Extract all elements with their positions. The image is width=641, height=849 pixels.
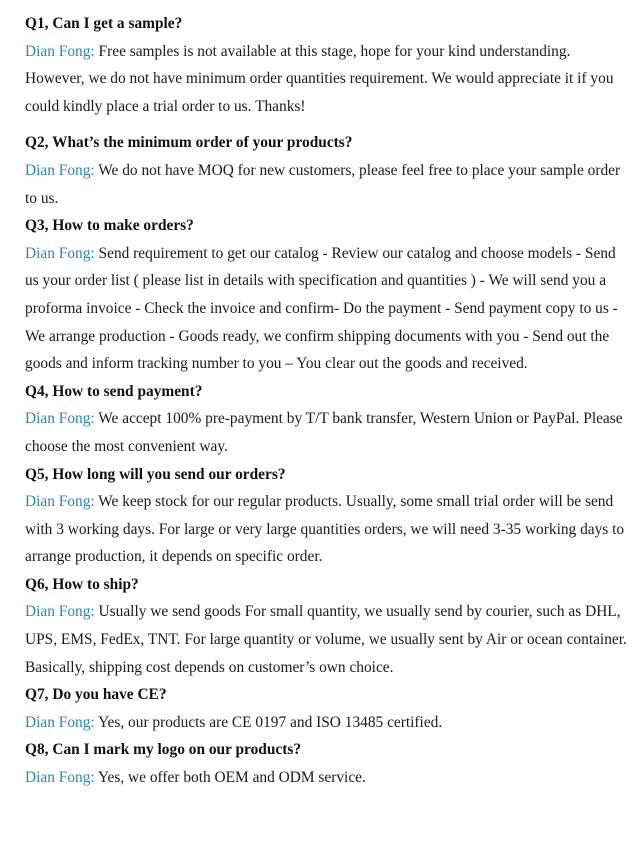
speaker-label: Dian Fong: [25, 603, 95, 621]
answer-text-q8: Yes, we offer both OEM and ODM service. [97, 769, 366, 787]
answer-text-q3: Send requirement to get our catalog - Review our catalog and choose models - Send us your order list ( please list in details with specification and quantities ) - We will send you a proforma invoice - Check the invoice and confirm- Do the payment - Send payment copy to us - We arrange production - Goods ready, we confirm shipping documents with you - Send out the goods and inform tracking number to you – You clear out the goods and received. [25, 244, 618, 373]
question-q8: Q8, Can I mark my logo on our products? [25, 741, 302, 759]
question-q2: Q2, What’s the minimum order of your products? [25, 134, 353, 152]
faq-item-q2 [25, 129, 627, 212]
answer-q4 [25, 405, 627, 460]
question-q1: Q1, Can I get a sample? [25, 15, 183, 32]
speaker-label: Dian Fong: [25, 410, 95, 428]
answer-q2 [25, 157, 627, 212]
answer-q5 [25, 488, 627, 571]
speaker-label: Dian Fong: [25, 42, 95, 60]
answer-q8 [25, 764, 627, 792]
question-q3: Q3, How to make orders? [25, 217, 194, 235]
faq-item-q4 [25, 378, 627, 461]
speaker-label: Dian Fong: [25, 244, 95, 262]
answer-text-q7: Yes, our products are CE 0197 and ISO 13485 certified. [97, 713, 443, 731]
faq-item-q7 [25, 681, 627, 736]
speaker-label: Dian Fong: [25, 493, 95, 511]
answer-q6 [25, 598, 627, 681]
question-q6: Q6, How to ship? [25, 575, 139, 593]
answer-text-q4: We accept 100% pre-payment by T/T bank transfer, Western Union or PayPal. Please choose the most convenient way. [25, 410, 623, 455]
answer-text-q1: Free samples is not available at this stage, hope for your kind understanding. However, we do not have minimum order quantities requirement. We would appreciate it if you could kindly place a trial order to us. Thanks! [25, 42, 614, 115]
faq-item-q5 [25, 461, 627, 571]
question-q4: Q4, How to send payment? [25, 382, 203, 400]
question-q5: Q5, How long will you send our orders? [25, 465, 286, 483]
answer-q3 [25, 240, 627, 378]
speaker-label: Dian Fong: [25, 713, 95, 731]
faq-item-q1 [25, 10, 627, 120]
faq-item-q6 [25, 571, 627, 681]
faq-item-q8 [25, 736, 627, 791]
answer-text-q2: We do not have MOQ for new customers, please feel free to place your sample order to us. [25, 161, 621, 207]
answer-q1 [25, 38, 627, 121]
question-q7: Q7, Do you have CE? [25, 686, 167, 704]
answer-text-q5: We keep stock for our regular products. Usually, some small trial order will be send with 3 working days. For large or very large quantities orders, we will need 3-35 working days to arrange production, it depends on specific order. [25, 493, 625, 566]
faq-item-q3 [25, 212, 627, 378]
answer-text-q6: Usually we send goods For small quantity, we usually send by courier, such as DHL, UPS, EMS, FedEx, TNT. For large quantity or volume, we usually sent by Air or ocean container. Basically, shipping cost depends on customer’s own choice. [25, 603, 627, 676]
speaker-label: Dian Fong: [25, 161, 95, 179]
answer-q7 [25, 709, 627, 737]
speaker-label: Dian Fong: [25, 769, 95, 787]
